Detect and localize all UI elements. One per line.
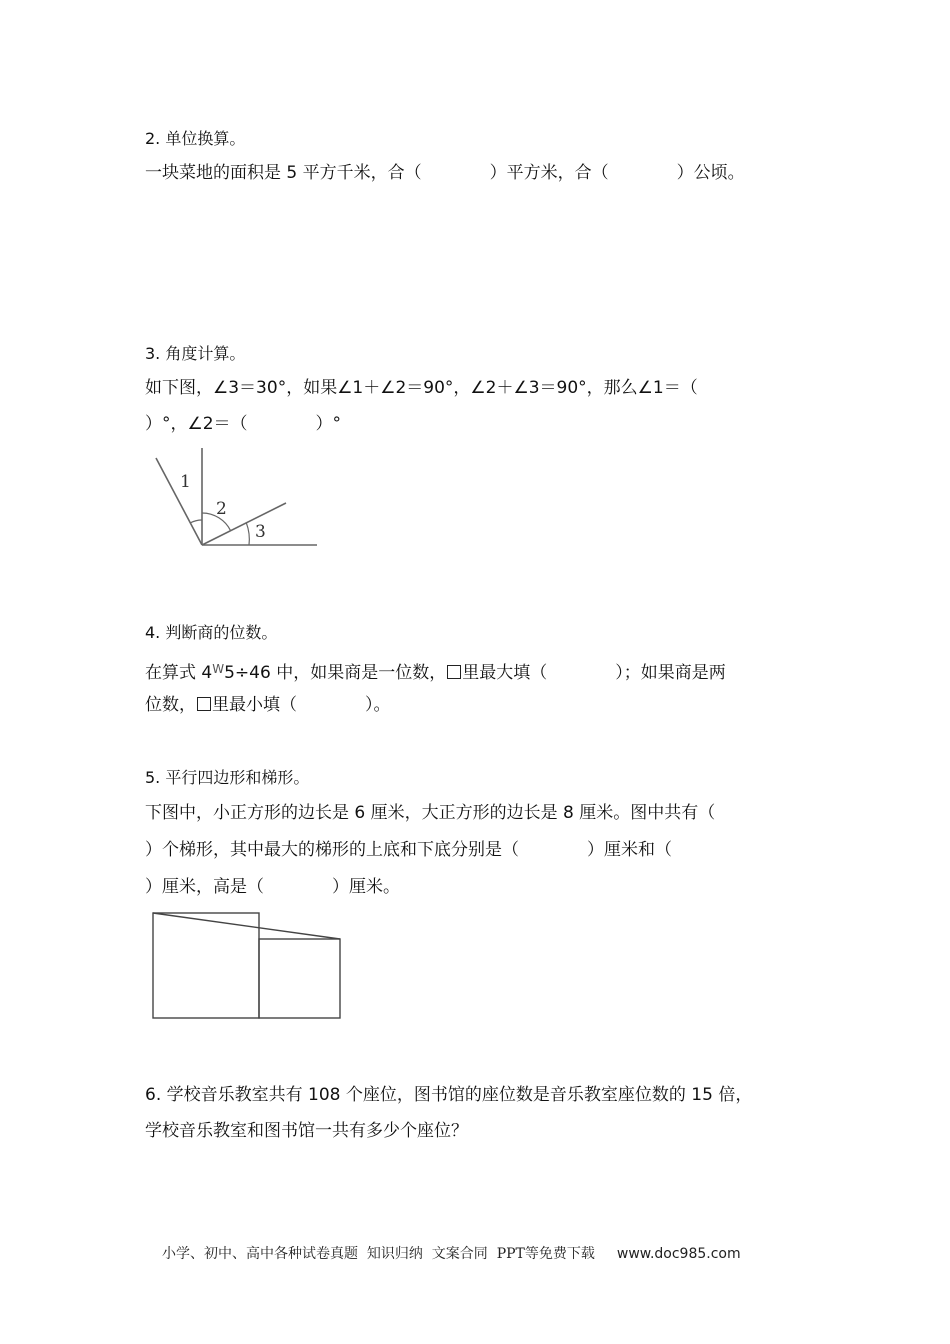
blank-square-icon — [447, 665, 461, 679]
q4-digit-mark: W — [212, 662, 225, 676]
angle-figure — [140, 440, 340, 555]
footer-url[interactable]: www.doc985.com — [616, 1246, 741, 1262]
q3-line1: 如下图，∠3＝30°，如果∠1＋∠2＝90°，∠2＋∠3＝90°，那么∠1＝（ — [145, 378, 698, 398]
q2-text: 一块菜地的面积是 5 平方千米，合（ ）平方米，合（ ）公顷。 — [145, 163, 745, 183]
blank-square-icon — [197, 697, 211, 711]
angle-label-3: 3 — [255, 522, 266, 542]
q5-line2: ）个梯形，其中最大的梯形的上底和下底分别是（ ）厘米和（ — [145, 840, 672, 860]
q2-title: 2. 单位换算。 — [145, 129, 246, 148]
angle-label-2: 2 — [216, 499, 227, 519]
footer-text: 小学、初中、高中各种试卷真题 知识归纳 文案合同 PPT等免费下载 — [162, 1246, 595, 1262]
q5-line3: ）厘米，高是（ ）厘米。 — [145, 877, 400, 897]
q3-line2: ）°，∠2＝（ ）° — [145, 414, 342, 434]
q4-line2-prefix: 位数， — [145, 695, 196, 715]
q4-title: 4. 判断商的位数。 — [145, 623, 278, 642]
q3-title: 3. 角度计算。 — [145, 344, 246, 363]
q4-line2-rest: 里最小填（ ）。 — [212, 695, 391, 715]
q5-line1: 下图中，小正方形的边长是 6 厘米，大正方形的边长是 8 厘米。图中共有（ — [145, 803, 716, 823]
q4-line1-suffix: 5÷46 中，如果商是一位数， — [224, 663, 447, 683]
q6-line2: 学校音乐教室和图书馆一共有多少个座位？ — [145, 1121, 468, 1141]
q4-line2 — [145, 694, 391, 716]
q6-line1: 6. 学校音乐教室共有 108 个座位，图书馆的座位数是音乐教室座位数的 15 倍， — [145, 1085, 753, 1105]
q4-line1-prefix: 在算式 4 — [145, 663, 213, 683]
squares-figure — [148, 908, 348, 1024]
angle-label-1: 1 — [180, 472, 191, 492]
footer — [162, 1244, 741, 1264]
q4-line1 — [145, 658, 726, 684]
q4-line1-rest: 里最大填（ ）；如果商是两 — [462, 663, 726, 683]
q5-title: 5. 平行四边形和梯形。 — [145, 768, 310, 787]
